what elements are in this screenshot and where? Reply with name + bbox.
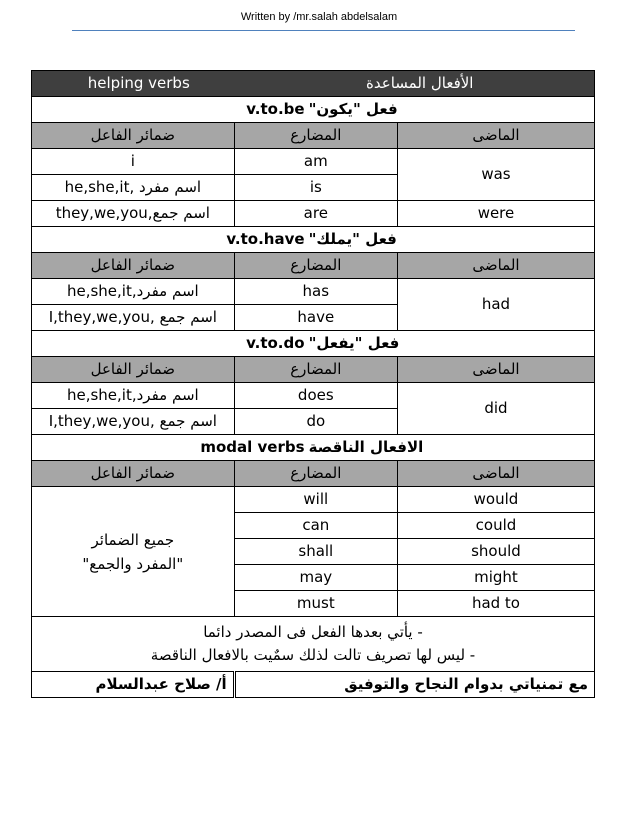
col-pronouns: ضمائر الفاعل [32, 357, 235, 383]
heading-modal-english: modal verbs [200, 438, 305, 457]
notes-row [32, 617, 595, 672]
col-present: المضارع [234, 461, 397, 487]
col-present: المضارع [234, 357, 397, 383]
heading-modal-arabic: الافعال الناقصة [308, 438, 424, 457]
section-heading-be [32, 97, 595, 123]
heading-be-arabic: فعل "يكون" [308, 100, 398, 119]
subject-cell: I,they,we,you, اسم جمع [32, 305, 235, 331]
footer-row [32, 672, 595, 698]
table-row [32, 383, 595, 409]
table-row [32, 279, 595, 305]
col-pronouns: ضمائر الفاعل [32, 461, 235, 487]
col-past: الماضى [397, 357, 594, 383]
title-row [32, 71, 595, 97]
past-cell: did [397, 383, 594, 435]
present-cell: can [234, 513, 397, 539]
col-past: الماضى [397, 123, 594, 149]
column-header-row [32, 357, 595, 383]
col-pronouns: ضمائر الفاعل [32, 253, 235, 279]
past-cell: were [397, 201, 594, 227]
present-cell: are [234, 201, 397, 227]
section-heading-modal [32, 435, 595, 461]
table-row [32, 487, 595, 513]
table-row [32, 149, 595, 175]
column-header-row [32, 253, 595, 279]
present-cell: do [234, 409, 397, 435]
past-cell: might [397, 565, 594, 591]
subject-cell: i [32, 149, 235, 175]
past-cell: was [397, 149, 594, 201]
present-cell: shall [234, 539, 397, 565]
past-cell: should [397, 539, 594, 565]
present-cell: may [234, 565, 397, 591]
present-cell: am [234, 149, 397, 175]
note-line-1: - يأتي بعدها الفعل فى المصدر دائما [203, 622, 423, 641]
title-arabic: الأفعال المساعدة [366, 74, 474, 93]
section-heading-do [32, 331, 595, 357]
heading-do-english: v.to.do [246, 334, 305, 353]
header-rule [72, 30, 575, 31]
heading-have-english: v.to.have [226, 230, 305, 249]
present-cell: must [234, 591, 397, 617]
past-cell: would [397, 487, 594, 513]
present-cell: have [234, 305, 397, 331]
present-cell: has [234, 279, 397, 305]
past-cell: had to [397, 591, 594, 617]
helping-verbs-table [31, 70, 595, 698]
subject-cell: they,we,you,اسم جمع [32, 201, 235, 227]
page-header-credit: Written by /mr.salah abdelsalam [240, 11, 398, 23]
present-cell: does [234, 383, 397, 409]
present-cell: is [234, 175, 397, 201]
modal-pronouns-line2: "المفرد والجمع" [82, 554, 184, 573]
heading-have-arabic: فعل "يملك" [308, 230, 397, 249]
column-header-row [32, 123, 595, 149]
title-english: helping verbs [87, 74, 190, 93]
col-past: الماضى [397, 253, 594, 279]
present-cell: will [234, 487, 397, 513]
col-past: الماضى [397, 461, 594, 487]
note-line-2: - ليس لها تصريف تالت لذلك سمٌيت بالافعال الناقصة [150, 646, 476, 664]
footer-author: أ/ صلاح عبدالسلام [32, 672, 235, 698]
modal-pronouns-cell [32, 487, 235, 617]
col-pronouns: ضمائر الفاعل [32, 123, 235, 149]
subject-cell: he,she,it,اسم مفرد [32, 383, 235, 409]
heading-do-arabic: فعل "يفعل" [308, 334, 400, 353]
section-heading-have [32, 227, 595, 253]
col-present: المضارع [234, 123, 397, 149]
heading-be-english: v.to.be [246, 100, 305, 119]
past-cell: had [397, 279, 594, 331]
modal-pronouns-line1: جميع الضمائر [91, 530, 175, 549]
subject-cell: he,she,it, اسم مفرد [32, 175, 235, 201]
subject-cell: I,they,we,you, اسم جمع [32, 409, 235, 435]
table-row [32, 201, 595, 227]
column-header-row [32, 461, 595, 487]
col-present: المضارع [234, 253, 397, 279]
subject-cell: he,she,it,اسم مفرد [32, 279, 235, 305]
past-cell: could [397, 513, 594, 539]
footer-wishes: مع تمنياتي بدوام النجاح والتوفيق [234, 672, 594, 698]
